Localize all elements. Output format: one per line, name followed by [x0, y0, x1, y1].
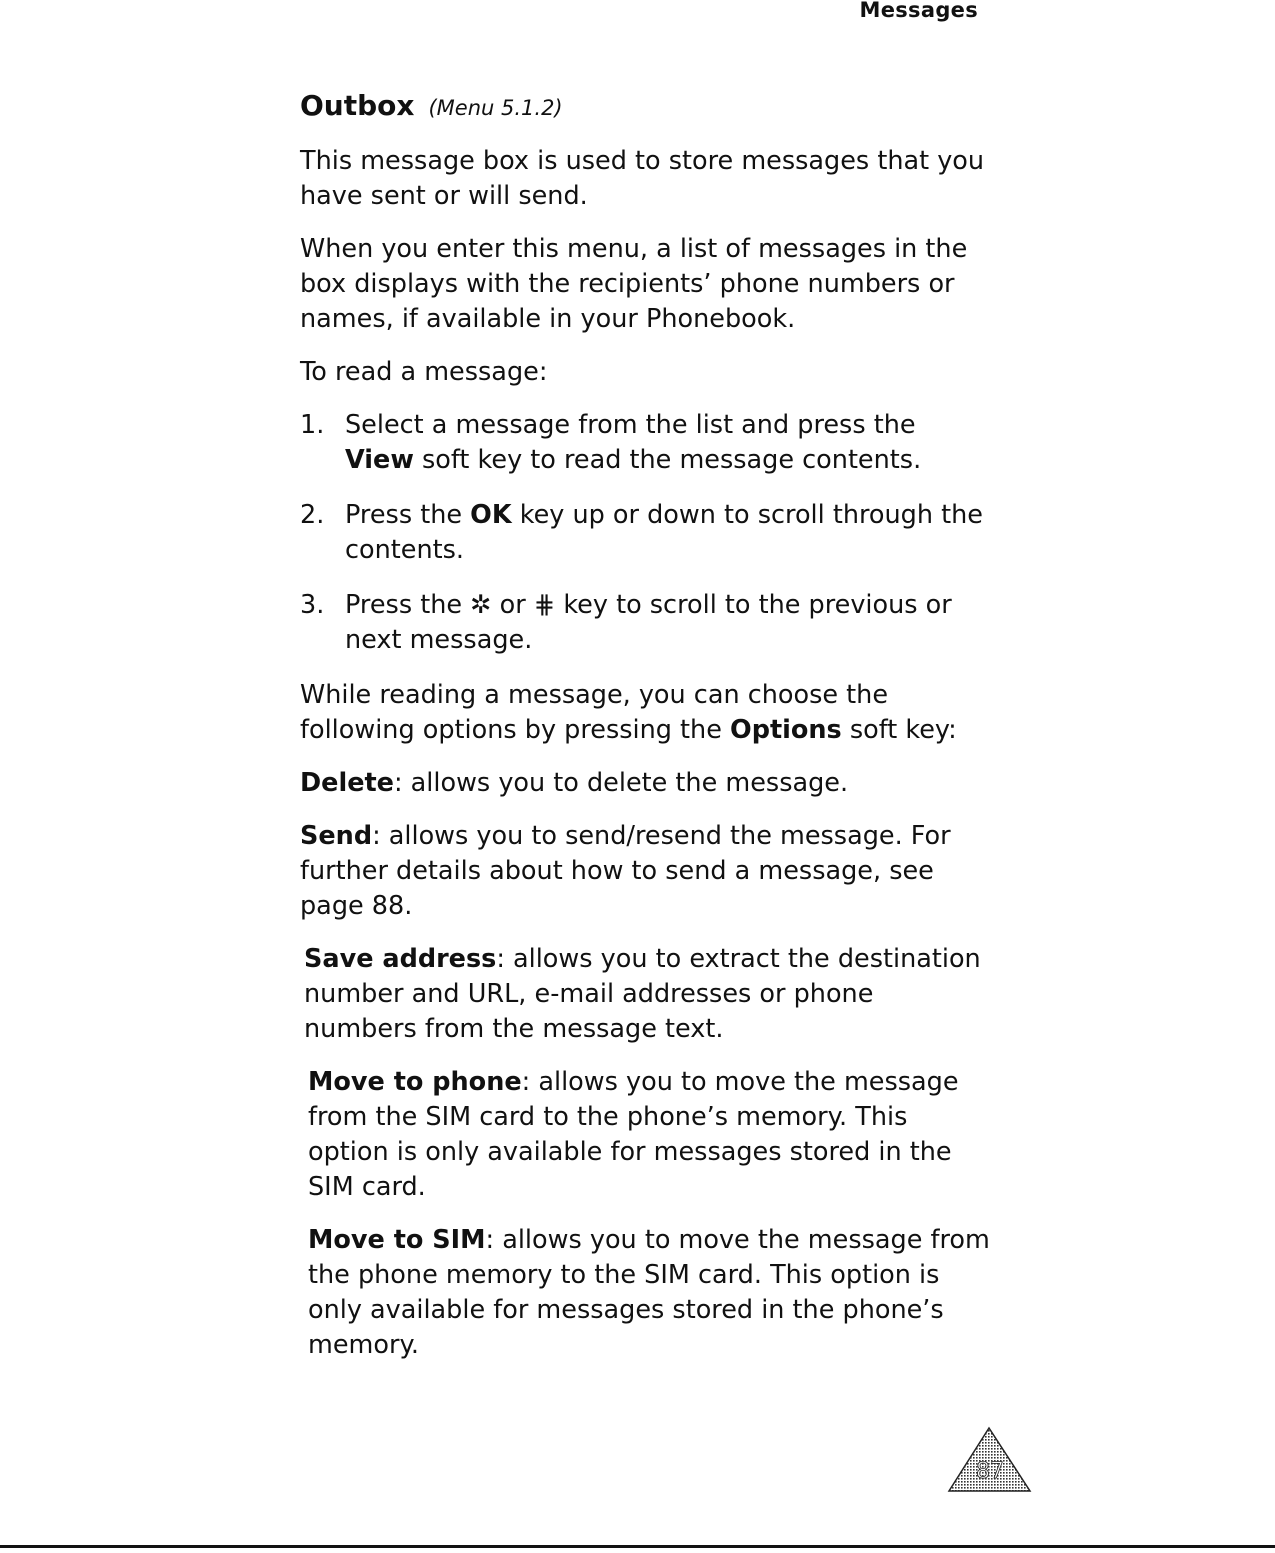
- triangle-badge-icon: [946, 1424, 1034, 1494]
- page-number-badge: [946, 1424, 1034, 1494]
- key-label: OK: [470, 500, 512, 530]
- instructions-lead: To read a message:: [300, 357, 548, 387]
- menu-reference: (Menu 5.1.2): [428, 96, 563, 120]
- soft-key-label: View: [345, 445, 414, 475]
- hash-key-icon: ⋕: [533, 590, 556, 620]
- step-text: Select a message from the list and press the: [345, 410, 916, 440]
- option-description: : allows you to delete the message.: [393, 768, 849, 798]
- option-send: [300, 819, 990, 924]
- step-item: [300, 408, 990, 478]
- bottom-rule: [0, 1545, 1275, 1548]
- page-number: 87: [976, 1459, 1004, 1484]
- option-term: Move to phone: [308, 1067, 522, 1097]
- steps-list: [300, 408, 990, 658]
- option-term: Save address: [304, 944, 497, 974]
- step-text: key to scroll to the previous or next message.: [345, 590, 952, 655]
- step-text: Press the: [345, 500, 471, 530]
- page-content: [300, 86, 990, 1381]
- option-delete: [300, 766, 990, 801]
- step-item: [300, 498, 990, 568]
- step-text: soft key to read the message contents.: [413, 445, 922, 475]
- option-save-address: [300, 942, 990, 1047]
- soft-key-label: Options: [730, 715, 842, 745]
- option-description: : allows you to move the message from the phone memory to the SIM card. This option is only available for messages stored in the phone’s memory.: [308, 1225, 990, 1360]
- step-text: key up or down to scroll through the contents.: [345, 500, 983, 565]
- section-title: [300, 86, 990, 128]
- star-key-icon: ✲: [470, 590, 492, 620]
- option-term: Send: [300, 821, 373, 851]
- option-move-to-phone: [300, 1065, 990, 1205]
- step-text: or: [491, 590, 534, 620]
- options-intro: While reading a message, you can choose the following options by pressing the Options soft key:: [300, 680, 957, 745]
- step-number: 1.: [300, 410, 325, 440]
- running-header: Messages: [859, 0, 978, 22]
- step-number: 2.: [300, 500, 325, 530]
- option-description: : allows you to extract the destination number and URL, e-mail addresses or phone numbers from the message text.: [304, 944, 981, 1044]
- option-term: Delete: [300, 768, 394, 798]
- step-text: Press the: [345, 590, 471, 620]
- option-description: : allows you to send/resend the message. For further details about how to send a message, see page 88.: [300, 821, 951, 921]
- option-move-to-sim: [300, 1223, 990, 1363]
- step-item: [300, 588, 990, 658]
- section-title-text: Outbox: [300, 89, 415, 122]
- intro-paragraph: This message box is used to store messages that you have sent or will send.: [300, 146, 985, 211]
- option-term: Move to SIM: [308, 1225, 486, 1255]
- intro-paragraph: When you enter this menu, a list of messages in the box displays with the recipients’ phone numbers or names, if available in your Phonebook.: [300, 234, 968, 334]
- option-description: : allows you to move the message from the SIM card to the phone’s memory. This option is only available for messages stored in the SIM card.: [308, 1067, 959, 1202]
- step-number: 3.: [300, 590, 325, 620]
